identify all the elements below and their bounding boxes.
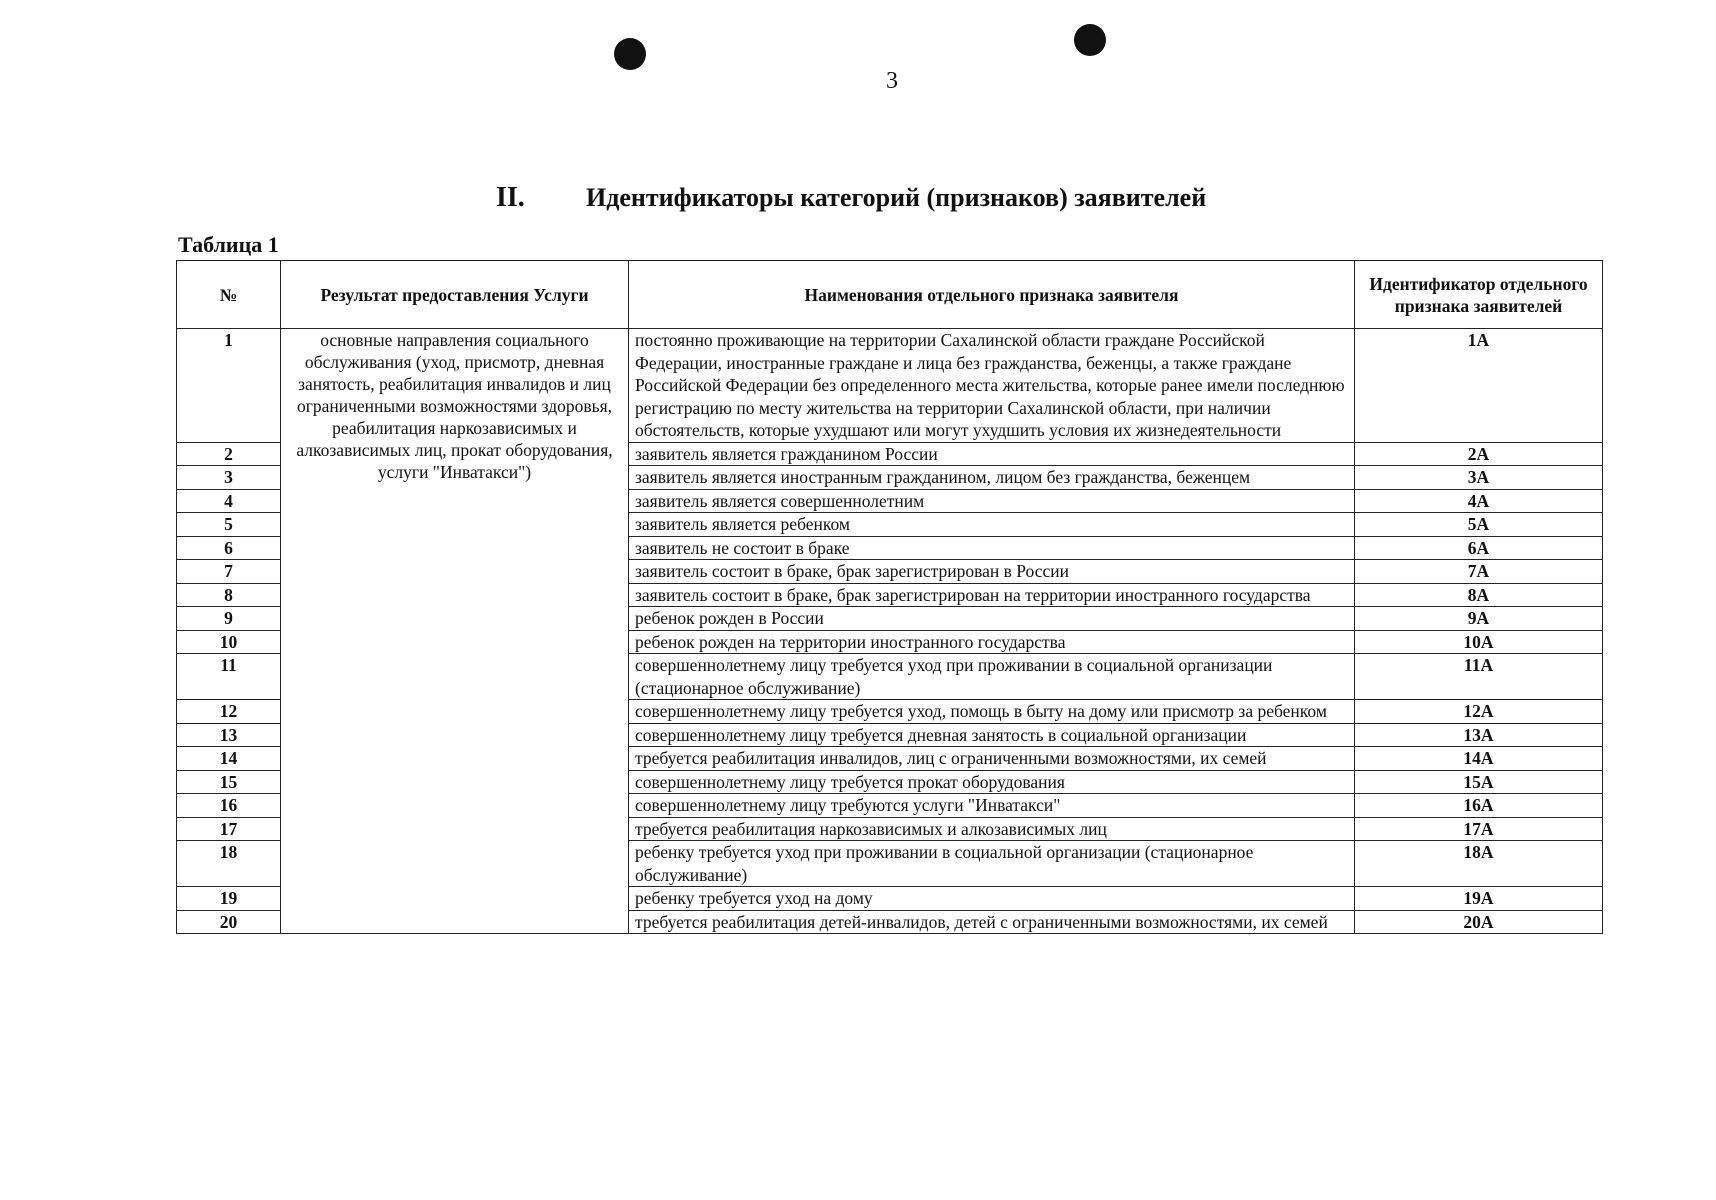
header-number: № xyxy=(177,261,281,329)
header-name: Наименования отдельного признака заявителя xyxy=(629,261,1355,329)
attribute-identifier: 17А xyxy=(1355,817,1603,841)
applicant-attribute-name: заявитель не состоит в браке xyxy=(629,536,1355,560)
row-number: 2 xyxy=(177,442,281,466)
attribute-identifier: 9А xyxy=(1355,607,1603,631)
attribute-identifier: 19А xyxy=(1355,887,1603,911)
row-number: 10 xyxy=(177,630,281,654)
attribute-identifier: 18А xyxy=(1355,841,1603,887)
table-header-row xyxy=(177,261,1603,329)
row-number: 12 xyxy=(177,700,281,724)
section-heading xyxy=(496,182,1206,214)
row-number: 3 xyxy=(177,466,281,490)
attribute-identifier: 5А xyxy=(1355,513,1603,537)
attribute-identifier: 12А xyxy=(1355,700,1603,724)
table-body xyxy=(177,329,1603,934)
row-number: 15 xyxy=(177,770,281,794)
applicant-attribute-name: заявитель состоит в браке, брак зарегистрирован в России xyxy=(629,560,1355,584)
applicant-attribute-name: совершеннолетнему лицу требуются услуги "Инватакси" xyxy=(629,794,1355,818)
row-number: 19 xyxy=(177,887,281,911)
row-number: 9 xyxy=(177,607,281,631)
attribute-identifier: 7А xyxy=(1355,560,1603,584)
attribute-identifier: 6А xyxy=(1355,536,1603,560)
attribute-identifier: 20А xyxy=(1355,910,1603,934)
attribute-identifier: 16А xyxy=(1355,794,1603,818)
attribute-identifier: 15А xyxy=(1355,770,1603,794)
header-result: Результат предоставления Услуги xyxy=(281,261,629,329)
service-result-cell: основные направления социального обслуживания (уход, присмотр, дневная занятость, реабилитация инвалидов и лиц ограниченными возможностями здоровья, реабилитация наркозависимых и алкозависимых лиц, прокат оборудования, услуги "Инватакси") xyxy=(281,329,629,934)
applicant-attribute-name: заявитель состоит в браке, брак зарегистрирован на территории иностранного государства xyxy=(629,583,1355,607)
applicant-attribute-name: заявитель является гражданином России xyxy=(629,442,1355,466)
row-number: 13 xyxy=(177,723,281,747)
attribute-identifier: 14А xyxy=(1355,747,1603,771)
applicant-attribute-name: постоянно проживающие на территории Сахалинской области граждане Российской Федерации, иностранные граждане и лица без гражданства, беженцы, а также граждане Российской Федерации без определенного места жительства, которые ранее имели последнюю регистрацию по месту жительства на территории Сахалинской области, при наличии обстоятельств, которые ухудшают или могут ухудшить условия их жизнедеятельности xyxy=(629,329,1355,443)
applicant-attribute-name: ребенку требуется уход на дому xyxy=(629,887,1355,911)
row-number: 17 xyxy=(177,817,281,841)
applicant-attribute-name: совершеннолетнему лицу требуется уход при проживании в социальной организации (стационарное обслуживание) xyxy=(629,654,1355,700)
page-number: 3 xyxy=(886,68,898,94)
row-number: 8 xyxy=(177,583,281,607)
attribute-identifier: 3А xyxy=(1355,466,1603,490)
attribute-identifier: 4А xyxy=(1355,489,1603,513)
row-number: 11 xyxy=(177,654,281,700)
attribute-identifier: 8А xyxy=(1355,583,1603,607)
table-row xyxy=(177,329,1603,443)
applicant-attribute-name: ребенок рожден на территории иностранного государства xyxy=(629,630,1355,654)
table-caption: Таблица 1 xyxy=(178,232,279,257)
punch-hole-left xyxy=(614,38,646,70)
applicant-categories-table xyxy=(176,260,1603,934)
row-number: 1 xyxy=(177,329,281,443)
attribute-identifier: 2А xyxy=(1355,442,1603,466)
row-number: 16 xyxy=(177,794,281,818)
attribute-identifier: 13А xyxy=(1355,723,1603,747)
row-number: 5 xyxy=(177,513,281,537)
applicant-attribute-name: заявитель является ребенком xyxy=(629,513,1355,537)
applicant-attribute-name: ребенку требуется уход при проживании в социальной организации (стационарное обслуживание) xyxy=(629,841,1355,887)
attribute-identifier: 11А xyxy=(1355,654,1603,700)
attribute-identifier: 10А xyxy=(1355,630,1603,654)
row-number: 4 xyxy=(177,489,281,513)
section-title: Идентификаторы категорий (признаков) заявителей xyxy=(586,183,1207,212)
applicant-attribute-name: ребенок рожден в России xyxy=(629,607,1355,631)
row-number: 20 xyxy=(177,910,281,934)
row-number: 18 xyxy=(177,841,281,887)
header-identifier: Идентификатор отдельного признака заявителей xyxy=(1355,261,1603,329)
applicant-attribute-name: требуется реабилитация инвалидов, лиц с ограниченными возможностями, их семей xyxy=(629,747,1355,771)
applicant-attribute-name: совершеннолетнему лицу требуется дневная занятость в социальной организации xyxy=(629,723,1355,747)
applicant-attribute-name: совершеннолетнему лицу требуется прокат оборудования xyxy=(629,770,1355,794)
row-number: 6 xyxy=(177,536,281,560)
punch-hole-right xyxy=(1074,24,1106,56)
row-number: 14 xyxy=(177,747,281,771)
applicant-attribute-name: заявитель является иностранным гражданином, лицом без гражданства, беженцем xyxy=(629,466,1355,490)
applicant-attribute-name: заявитель является совершеннолетним xyxy=(629,489,1355,513)
applicant-attribute-name: совершеннолетнему лицу требуется уход, помощь в быту на дому или присмотр за ребенком xyxy=(629,700,1355,724)
applicant-attribute-name: требуется реабилитация наркозависимых и алкозависимых лиц xyxy=(629,817,1355,841)
attribute-identifier: 1А xyxy=(1355,329,1603,443)
row-number: 7 xyxy=(177,560,281,584)
applicant-attribute-name: требуется реабилитация детей-инвалидов, детей с ограниченными возможностями, их семей xyxy=(629,910,1355,934)
section-number: II. xyxy=(496,182,525,213)
